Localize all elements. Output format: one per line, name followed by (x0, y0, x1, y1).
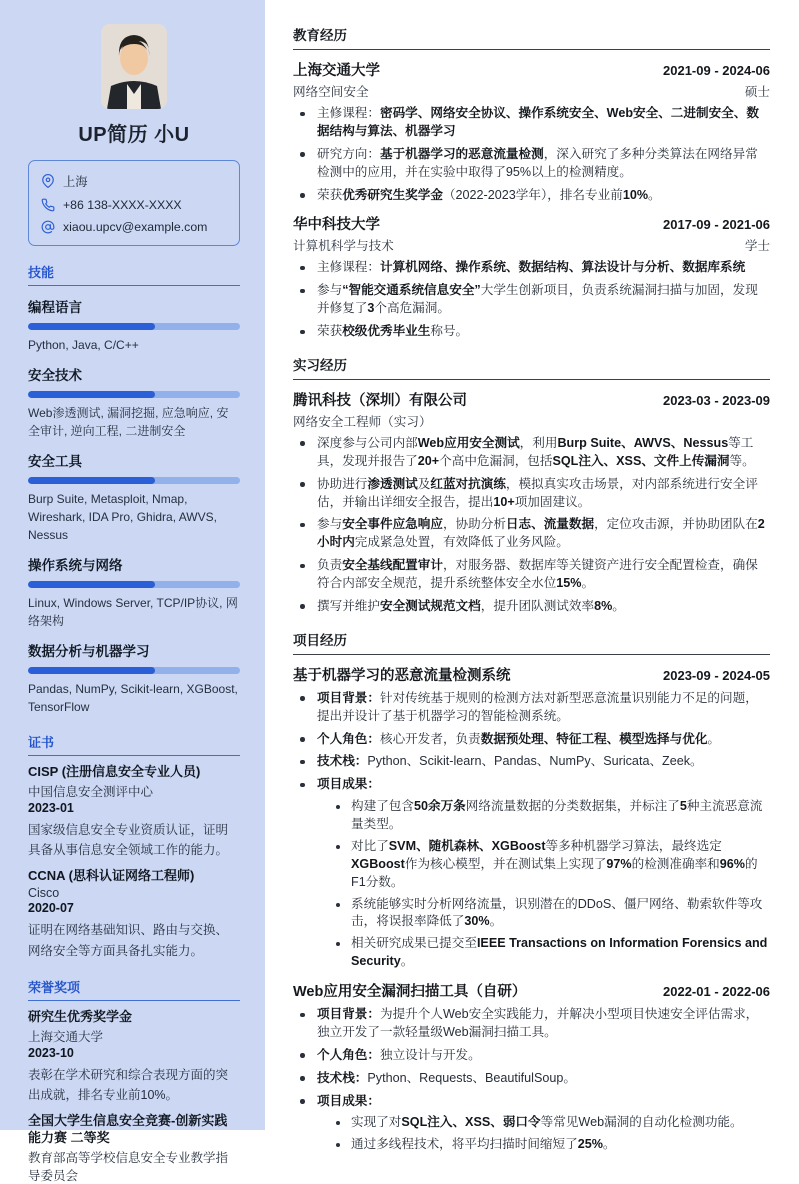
plain-text: 参与 (317, 283, 343, 298)
skill-desc: Pandas, NumPy, Scikit-learn, XGBoost, TensorFlow (28, 682, 238, 714)
entry-header (293, 389, 770, 410)
skill-bar (28, 667, 240, 674)
plain-text: 项加固建议。 (514, 494, 591, 509)
bullet-text (317, 1094, 380, 1108)
bullet-text (317, 283, 758, 315)
credential-item (28, 1113, 240, 1184)
bold-text: 项目背景： (317, 1007, 380, 1021)
plain-text: ，深入研究了多种分类算法在网络异常检测中的应用，并在实验中取得了95%以上的检测精度。 (317, 146, 758, 179)
plain-text: 撰写并维护 (317, 598, 380, 613)
skill-name: 安全技术 (28, 368, 82, 383)
entry-date: 2022-01 - 2022-06 (663, 984, 770, 999)
entry-date: 2017-09 - 2021-06 (663, 217, 770, 233)
plain-text: 协助进行 (317, 476, 368, 491)
bullet-item (293, 146, 770, 182)
plain-text: 等工具，发现并报告了 (317, 435, 754, 468)
plain-text: ，协助分析 (442, 517, 506, 532)
bullet-text (351, 1115, 743, 1129)
sub-bullet-item (330, 935, 770, 971)
bold-text: 项目成果： (317, 1093, 380, 1108)
credential-org: 上海交通大学 (28, 1029, 104, 1044)
bold-text: 5 (679, 799, 687, 814)
credential-name: 研究生优秀奖学金 (28, 1008, 133, 1024)
bold-text: 数据预处理、特征工程、模型选择与优化 (480, 731, 708, 746)
skill-name: 数据分析与机器学习 (28, 644, 150, 659)
plain-text: （2022-2023学年），排名专业前 (442, 187, 623, 202)
bold-text: 计算机网络、操作系统、数据结构、算法设计与分析、数据库系统 (379, 260, 746, 275)
bold-text: 安全测试规范文档 (379, 598, 481, 613)
plain-text: 研究方向： (317, 146, 380, 161)
entry (293, 664, 770, 971)
bullet-text (317, 1071, 576, 1085)
sub-bullet-item (330, 1136, 770, 1154)
bold-text: 8% (594, 598, 613, 613)
plain-text: 负责 (317, 558, 343, 573)
sidebar-section-title-honors: 荣誉奖项 (28, 977, 240, 1001)
skill-bar (28, 477, 240, 484)
bullet-item (293, 1093, 770, 1155)
plain-text: 参与 (317, 517, 343, 532)
credential-item (28, 1009, 240, 1105)
plain-text: 。 (489, 914, 503, 929)
bullet-item (293, 516, 770, 552)
plain-text: 构建了包含 (351, 799, 414, 814)
skill-bar-fill (28, 391, 155, 398)
bold-text: 个人角色： (317, 1047, 380, 1062)
bullet-list (293, 1006, 770, 1154)
bold-text: 15% (556, 576, 582, 590)
credential-org: 教育部高等学校信息安全专业教学指导委员会 (28, 1150, 229, 1183)
entry (293, 213, 770, 341)
entry (293, 980, 770, 1154)
bullet-item (293, 1006, 770, 1042)
sidebar-section-title-skills: 技能 (28, 262, 240, 286)
bullet-text (317, 517, 765, 549)
plain-text: ，模拟真实攻击场景，对内部系统进行安全评估，并输出详细安全报告，提出 (317, 476, 758, 509)
credential-desc: 表彰在学术研究和综合表现方面的突出成就，排名专业前10%。 (28, 1067, 229, 1102)
bullet-text (317, 691, 758, 723)
plain-text: 完成紧急处置，有效降低了业务风险。 (354, 535, 569, 550)
plain-text: 对比了 (351, 838, 389, 853)
skill-bar-fill (28, 581, 155, 588)
credential-org: Cisco (28, 886, 60, 901)
bullet-text (317, 324, 468, 338)
bold-text: “智能交通系统信息安全” (342, 283, 481, 298)
contact-text: 上海 (63, 175, 88, 189)
bullet-item (293, 557, 770, 593)
plain-text: 。 (581, 576, 595, 590)
bullet-item (293, 1047, 770, 1065)
skill-group (28, 554, 240, 630)
skill-bar (28, 323, 240, 330)
candidate-name: UP简历 小U (78, 124, 190, 146)
bold-text: 技术栈： (317, 1070, 368, 1085)
bold-text: 校级优秀毕业生 (342, 324, 431, 338)
bullet-text (317, 558, 758, 590)
plain-text: Python、Requests、BeautifulSoup。 (367, 1070, 576, 1085)
section-title: 项目经历 (293, 629, 770, 655)
profile-photo-placeholder (101, 24, 167, 109)
bold-text: 20+ (417, 453, 440, 468)
bold-text: 10% (622, 187, 649, 202)
bullet-item (293, 731, 770, 749)
plain-text: 等。 (729, 453, 755, 468)
sub-bullet-item (330, 896, 770, 932)
skill-bar-fill (28, 477, 155, 484)
contact-item (41, 172, 229, 190)
sub-bullet-item (330, 798, 770, 834)
sub-bullet-list (317, 798, 770, 971)
credential-date: 2023-01 (28, 800, 74, 815)
entry (293, 389, 770, 616)
credential-desc: 证明在网络基础知识、路由与交换、网络安全等方面具备扎实能力。 (28, 923, 229, 958)
entry-org: 华中科技大学 (293, 217, 380, 234)
bold-text: 项目背景： (317, 690, 380, 705)
credential-date: 2020-07 (28, 901, 74, 916)
bullet-item (293, 187, 770, 205)
bullet-text (351, 897, 762, 929)
bullet-text (317, 106, 759, 138)
skill-bar-fill (28, 667, 155, 674)
plain-text: ，对服务器、数据库等关键资产进行安全配置检查，确保符合内部安全规范，提升系统整体安全水位 (317, 558, 758, 590)
section-entries (293, 664, 770, 1154)
bullet-text (317, 777, 380, 791)
bullet-text (351, 799, 762, 831)
bullet-text (317, 260, 745, 274)
bold-text: 30% (464, 914, 490, 929)
plain-text: 及 (417, 476, 431, 491)
entry (293, 59, 770, 204)
bold-text: 50余万条 (413, 799, 466, 814)
entry-role: 网络空间安全 (293, 85, 369, 99)
skill-desc: Burp Suite, Metasploit, Nmap, Wireshark, IDA Pro, Ghidra, AWVS, Nessus (28, 492, 217, 542)
bullet-list (293, 105, 770, 204)
contact-card (28, 160, 240, 246)
bullet-item (293, 323, 770, 341)
entry-header (293, 980, 770, 1001)
bullet-item (293, 282, 770, 318)
bold-text: 技术栈： (317, 754, 368, 769)
honors-list (28, 1009, 240, 1184)
credential-date: 2023-10 (28, 1045, 74, 1060)
bullet-text (317, 1048, 481, 1062)
skill-group (28, 364, 240, 440)
bold-text: IEEE Transactions on Information Forensics and Security (351, 936, 768, 969)
plain-text: 种主流恶意流量类型。 (351, 799, 763, 831)
skill-desc: Web渗透测试, 漏洞挖掘, 应急响应, 安全审计, 逆向工程, 二进制安全 (28, 406, 229, 438)
bullet-text (317, 1007, 758, 1039)
plain-text: 。 (707, 731, 720, 746)
bold-text: 安全事件应急响应 (342, 517, 443, 532)
bold-text: 优秀研究生奖学金 (342, 187, 443, 202)
bullet-item (293, 598, 770, 616)
entry-date: 2023-09 - 2024-05 (663, 667, 770, 683)
bold-text: SQL注入、XSS、文件上传漏洞 (552, 453, 730, 468)
bold-text: 项目成果： (317, 777, 380, 792)
main-section (293, 629, 770, 1154)
bold-text: 96% (719, 856, 745, 871)
bullet-text (317, 732, 720, 746)
bold-text: 个人角色： (317, 731, 380, 746)
plain-text: 主修课程： (317, 106, 380, 120)
bullet-text (351, 839, 758, 889)
skill-group (28, 296, 240, 354)
section-entries (293, 59, 770, 341)
credential-desc: 国家级信息安全专业资质认证，证明具备从事信息安全领域工作的能力。 (28, 822, 229, 858)
plain-text: 通过多线程技术，将平均扫描时间缩短了 (351, 1137, 578, 1152)
bold-text: 基于机器学习的恶意流量检测 (379, 146, 544, 161)
entry-role: 计算机科学与技术 (293, 239, 394, 254)
credential-name: CISP (注册信息安全专业人员) (28, 764, 201, 779)
bullet-list (293, 435, 770, 616)
skill-desc: Linux, Windows Server, TCP/IP协议, 网络架构 (28, 596, 238, 628)
entry-degree: 硕士 (744, 85, 770, 99)
bullet-item (293, 1070, 770, 1088)
skills-list (28, 296, 240, 716)
plain-text: 系统能够实时分析网络流量，识别潜在的DDoS、僵尸网络、勒索软件等攻击，将误报率降低了 (351, 896, 763, 929)
plain-text: 核心开发者，负责 (379, 731, 481, 746)
plain-text: 。 (400, 954, 414, 969)
entry-date: 2021-09 - 2024-06 (663, 63, 770, 78)
plain-text: 深度参与公司内部 (317, 435, 418, 450)
bold-text: 密码学、网络安全协议、操作系统安全、Web安全、二进制安全、数据结构与算法、机器学习 (317, 106, 759, 138)
bullet-item (293, 476, 770, 512)
bold-text: 25% (577, 1137, 603, 1152)
bullet-text (351, 936, 767, 968)
bullet-text (317, 754, 703, 768)
bold-text: 红蓝对抗演练 (430, 476, 506, 491)
bold-text: Burp Suite、AWVS、Nessus (557, 435, 729, 450)
entry-org: 上海交通大学 (293, 63, 380, 79)
bold-text: XGBoost (351, 856, 405, 871)
plain-text: 相关研究成果已提交至 (351, 936, 477, 951)
credential-item (28, 764, 240, 860)
plain-text: 为提升个人Web安全实践能力，并解决小型项目快速安全评估需求，独立开发了一款轻量级Web漏洞扫描工具。 (317, 1007, 759, 1039)
contact-text: xiaou.upcv@example.com (63, 220, 208, 234)
bold-text: SVM、随机森林、XGBoost (388, 838, 546, 853)
bold-text: 安全基线配置审计 (342, 558, 443, 573)
email-icon (41, 220, 55, 234)
bold-text: 日志、流量数据 (505, 517, 595, 532)
plain-text: 等常见Web漏洞的自动化检测功能。 (540, 1115, 743, 1130)
bullet-text (351, 1137, 616, 1151)
sub-bullet-list (317, 1114, 770, 1154)
skill-bar (28, 581, 240, 588)
bullet-item (293, 105, 770, 141)
certificates-list (28, 764, 240, 961)
section-entries (293, 389, 770, 616)
entry-org: Web应用安全漏洞扫描工具（自研） (293, 984, 527, 1000)
bold-text: SQL注入、XSS、弱口令 (401, 1115, 541, 1130)
bullet-text (317, 599, 625, 613)
bold-text: 97% (606, 856, 632, 871)
sub-bullet-item (330, 838, 770, 892)
plain-text: 荣获 (317, 187, 343, 202)
sidebar-section-title-certificates: 证书 (28, 732, 240, 756)
bullet-list (293, 690, 770, 971)
contact-item (41, 198, 229, 212)
plain-text: Python、Scikit-learn、Pandas、NumPy、Suricata、Zeek。 (367, 754, 703, 769)
plain-text: 的F1分数。 (351, 856, 758, 889)
plain-text: ，提升团队测试效率 (480, 598, 595, 613)
plain-text: 。 (602, 1137, 616, 1152)
plain-text: 实现了对 (351, 1115, 402, 1130)
resume-main (293, 24, 770, 1167)
entry-date: 2023-03 - 2023-09 (663, 392, 770, 408)
skill-bar (28, 391, 240, 398)
plain-text: 针对传统基于规则的检测方法对新型恶意流量识别能力不足的问题，提出并设计了基于机器学习的智能检测系统。 (317, 690, 758, 723)
section-title: 实习经历 (293, 354, 770, 380)
contact-item (41, 220, 229, 234)
sidebar (0, 0, 265, 1183)
bullet-list (293, 259, 770, 341)
skill-group (28, 640, 240, 716)
plain-text: 。 (648, 187, 661, 202)
entry-org: 腾讯科技（深圳）有限公司 (293, 392, 467, 409)
entry-subrow (293, 235, 770, 254)
plain-text: 的检测准确率和 (631, 856, 720, 871)
plain-text: 个高危漏洞。 (374, 301, 450, 316)
bullet-item (293, 753, 770, 771)
bullet-item (293, 259, 770, 277)
bullet-text (317, 477, 758, 509)
main-section (293, 24, 770, 341)
bullet-item (293, 776, 770, 971)
plain-text: 主修课程： (317, 260, 380, 275)
entry-subrow (293, 411, 770, 430)
profile-photo (101, 24, 167, 109)
plain-text: 荣获 (317, 324, 343, 338)
bullet-text (317, 188, 661, 202)
bold-text: Web应用安全测试 (417, 435, 520, 450)
bullet-text (317, 147, 758, 179)
plain-text: 独立设计与开发。 (379, 1047, 481, 1062)
bold-text: 渗透测试 (367, 476, 418, 491)
entry-header (293, 213, 770, 234)
bold-text: 3 (367, 301, 375, 316)
plain-text: 网络流量数据的分类数据集，并标注了 (465, 799, 680, 814)
skill-name: 操作系统与网络 (28, 558, 123, 573)
credential-item (28, 868, 240, 960)
bold-text: 2小时内 (317, 517, 765, 550)
bullet-text (317, 436, 755, 468)
plain-text: 个高中危漏洞，包括 (439, 453, 553, 468)
contact-text: +86 138-XXXX-XXXX (63, 198, 182, 212)
plain-text: 作为核心模型，并在测试集上实现了 (404, 856, 607, 871)
location-icon (41, 174, 55, 188)
skill-desc: Python, Java, C/C++ (28, 338, 139, 352)
credential-org: 中国信息安全测评中心 (28, 784, 154, 799)
entry-header (293, 664, 770, 685)
skill-bar-fill (28, 323, 155, 330)
entry-org: 基于机器学习的恶意流量检测系统 (293, 667, 511, 684)
section-title: 教育经历 (293, 24, 770, 50)
skill-name: 安全工具 (28, 454, 82, 469)
entry-role: 网络安全工程师（实习） (293, 414, 432, 429)
bullet-item (293, 690, 770, 726)
plain-text: 。 (612, 598, 625, 613)
plain-text: ，定位攻击源，并协助团队在 (594, 517, 758, 532)
bold-text: 10+ (493, 494, 515, 509)
bullet-item (293, 435, 770, 471)
skill-group (28, 450, 240, 544)
skill-name: 编程语言 (28, 300, 82, 315)
entry-degree: 学士 (744, 239, 770, 254)
main-section (293, 354, 770, 616)
plain-text: 大学生创新项目，负责系统漏洞扫描与加固，发现并修复了 (317, 283, 758, 316)
plain-text: 称号。 (430, 324, 469, 338)
entry-header (293, 59, 770, 80)
credential-name: 全国大学生信息安全竞赛-创新实践能力赛 二等奖 (28, 1113, 228, 1146)
credential-name: CCNA (思科认证网络工程师) (28, 868, 195, 884)
plain-text: ，利用 (519, 435, 558, 450)
plain-text: 等多种机器学习算法，最终选定 (545, 838, 722, 853)
entry-subrow (293, 81, 770, 100)
phone-icon (41, 198, 55, 212)
